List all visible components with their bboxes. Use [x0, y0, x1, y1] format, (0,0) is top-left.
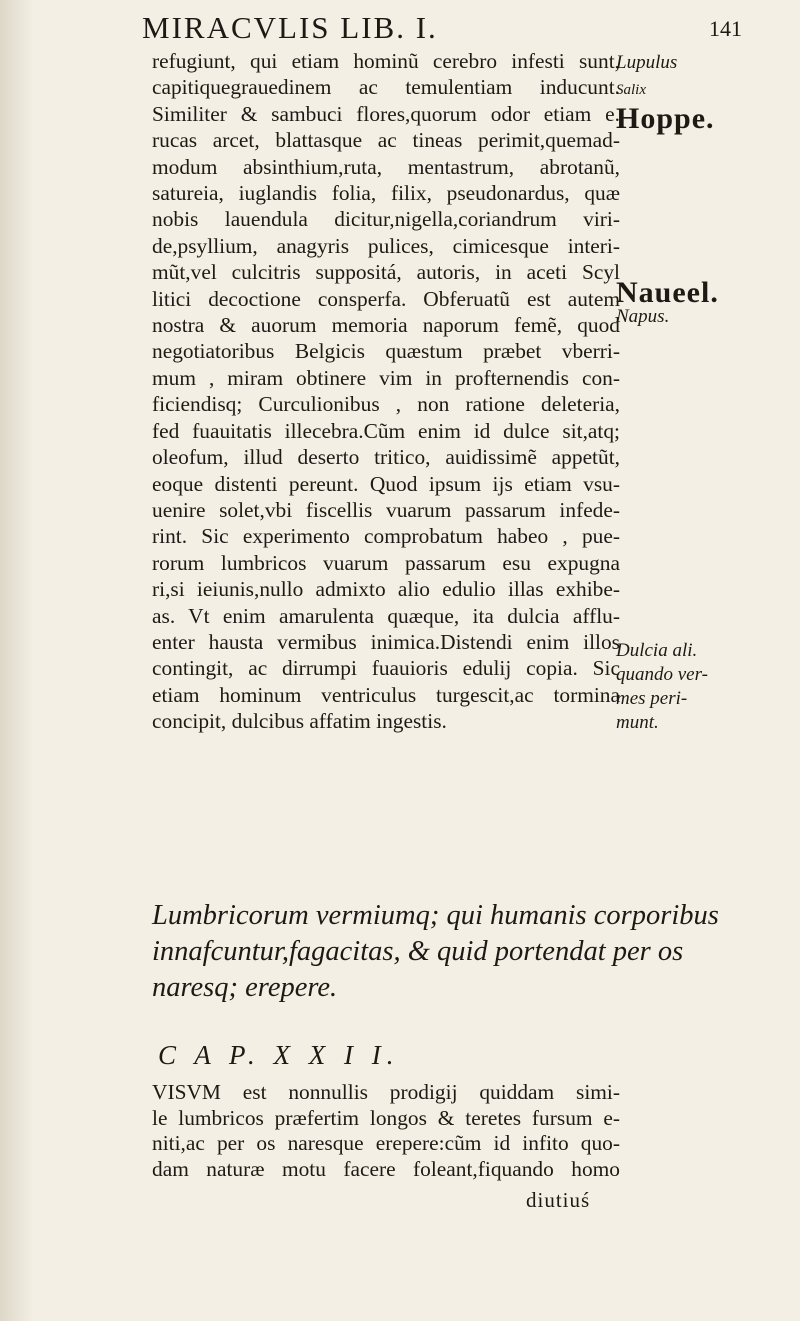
text-line: mum , miram obtinere vim in profternendis con-	[152, 365, 620, 390]
text-line: mũt,vel culcitris suppositá, autoris, in aceti Scyl	[152, 260, 620, 285]
text-line: nostra & auorum memoria naporum femẽ, quod	[152, 313, 620, 338]
margin-note-napus: Napus.	[616, 306, 670, 327]
section-title-line: innafcuntur,fagacitas, & quid portendat per os	[152, 936, 684, 967]
text-line: rorum lumbricos vuarum passarum esu expugna	[152, 550, 620, 575]
catchword: diutiuś	[526, 1188, 591, 1212]
margin-note-mes-peri: mes peri-	[616, 688, 688, 709]
section-title-line: Lumbricorum vermiumq; qui humanis corporibus	[152, 900, 719, 931]
text-line: refugiunt, qui etiam hominũ cerebro infesti sunt,	[152, 49, 620, 73]
running-title: MIRACVLIS LIB. I.	[142, 10, 438, 45]
text-line: uenire solet,vbi fiscellis vuarum passarum infede-	[152, 497, 620, 522]
text-line: as. Vt enim amarulenta quæque, ita dulcia afflu-	[152, 603, 620, 628]
text-line: modum absinthium,ruta, mentastrum, abrotanũ,	[152, 154, 620, 179]
text-line: contingit, ac dirrumpi fuauioris edulij copia. Sic	[152, 656, 620, 681]
page-number: 141	[709, 16, 742, 41]
text-line: negotiatoribus Belgicis quæstum præbet vberri-	[152, 339, 620, 364]
text-line: litici decoctione consperfa. Obferuatũ est autem	[152, 286, 620, 311]
text-line: VISVM est nonnullis prodigij quiddam simi-	[152, 1080, 620, 1104]
text-line: enter hausta vermibus inimica.Distendi enim illos	[152, 629, 620, 654]
text-line: ficiendisq; Curculionibus , non ratione deleteria,	[152, 392, 620, 417]
text-line: ri,si ieiunis,nullo admixto alio edulio illas exhibe-	[152, 577, 620, 602]
text-line: satureia, iuglandis folia, filix, pseudonardus, quæ	[152, 181, 620, 206]
text-line: rint. Sic experimento comprobatum habeo , pue-	[152, 524, 620, 549]
margin-note-dulcia: Dulcia ali.	[616, 640, 698, 661]
text-line: capitiquegrauedinem ac temulentiam inducunt.	[152, 75, 620, 100]
text-line: le lumbricos præfertim longos & teretes fursum e-	[152, 1105, 620, 1130]
main-paragraph	[152, 48, 620, 735]
page-fold-shadow	[0, 0, 34, 1321]
chapter-paragraph	[152, 1080, 620, 1182]
text-line: rucas arcet, blattasque ac tineas perimit,quemad-	[152, 128, 620, 153]
text-line: nobis lauendula dicitur,nigella,coriandrum viri-	[152, 207, 620, 232]
text-line: dam naturæ motu facere foleant,fiquando homo	[152, 1156, 620, 1181]
text-line: eoque distenti pereunt. Quod ipsum ijs etiam vsu-	[152, 471, 620, 496]
text-line: concipit, dulcibus affatim ingestis.	[152, 709, 447, 734]
text-line: oleofum, illud deserto tritico, auidissimẽ appetũt,	[152, 445, 620, 470]
margin-note-quando: quando ver-	[616, 664, 708, 685]
margin-note-munt: munt.	[616, 712, 659, 733]
chapter-heading: C A P. X X I I.	[158, 1040, 400, 1070]
section-title	[152, 898, 719, 1006]
margin-note-hoppe: Hoppe.	[616, 102, 715, 135]
text-line: fed fuauitatis illecebra.Cũm enim id dulce sit,atq;	[152, 418, 620, 443]
margin-note-naueel: Naueel.	[616, 276, 719, 309]
text-line: etiam hominum ventriculus turgescit,ac tormina	[152, 682, 620, 707]
text-line: niti,ac per os naresque erepere:cũm id infito quo-	[152, 1131, 620, 1156]
text-line: Similiter & sambuci flores,quorum odor etiam e.	[152, 101, 620, 126]
text-line: de,psyllium, anagyris pulices, cimicesque interi-	[152, 233, 620, 258]
margin-note-lupulus: Lupulus	[616, 52, 678, 73]
section-title-line: naresq; erepere.	[152, 972, 338, 1003]
margin-note-salix: Salix	[616, 82, 646, 98]
